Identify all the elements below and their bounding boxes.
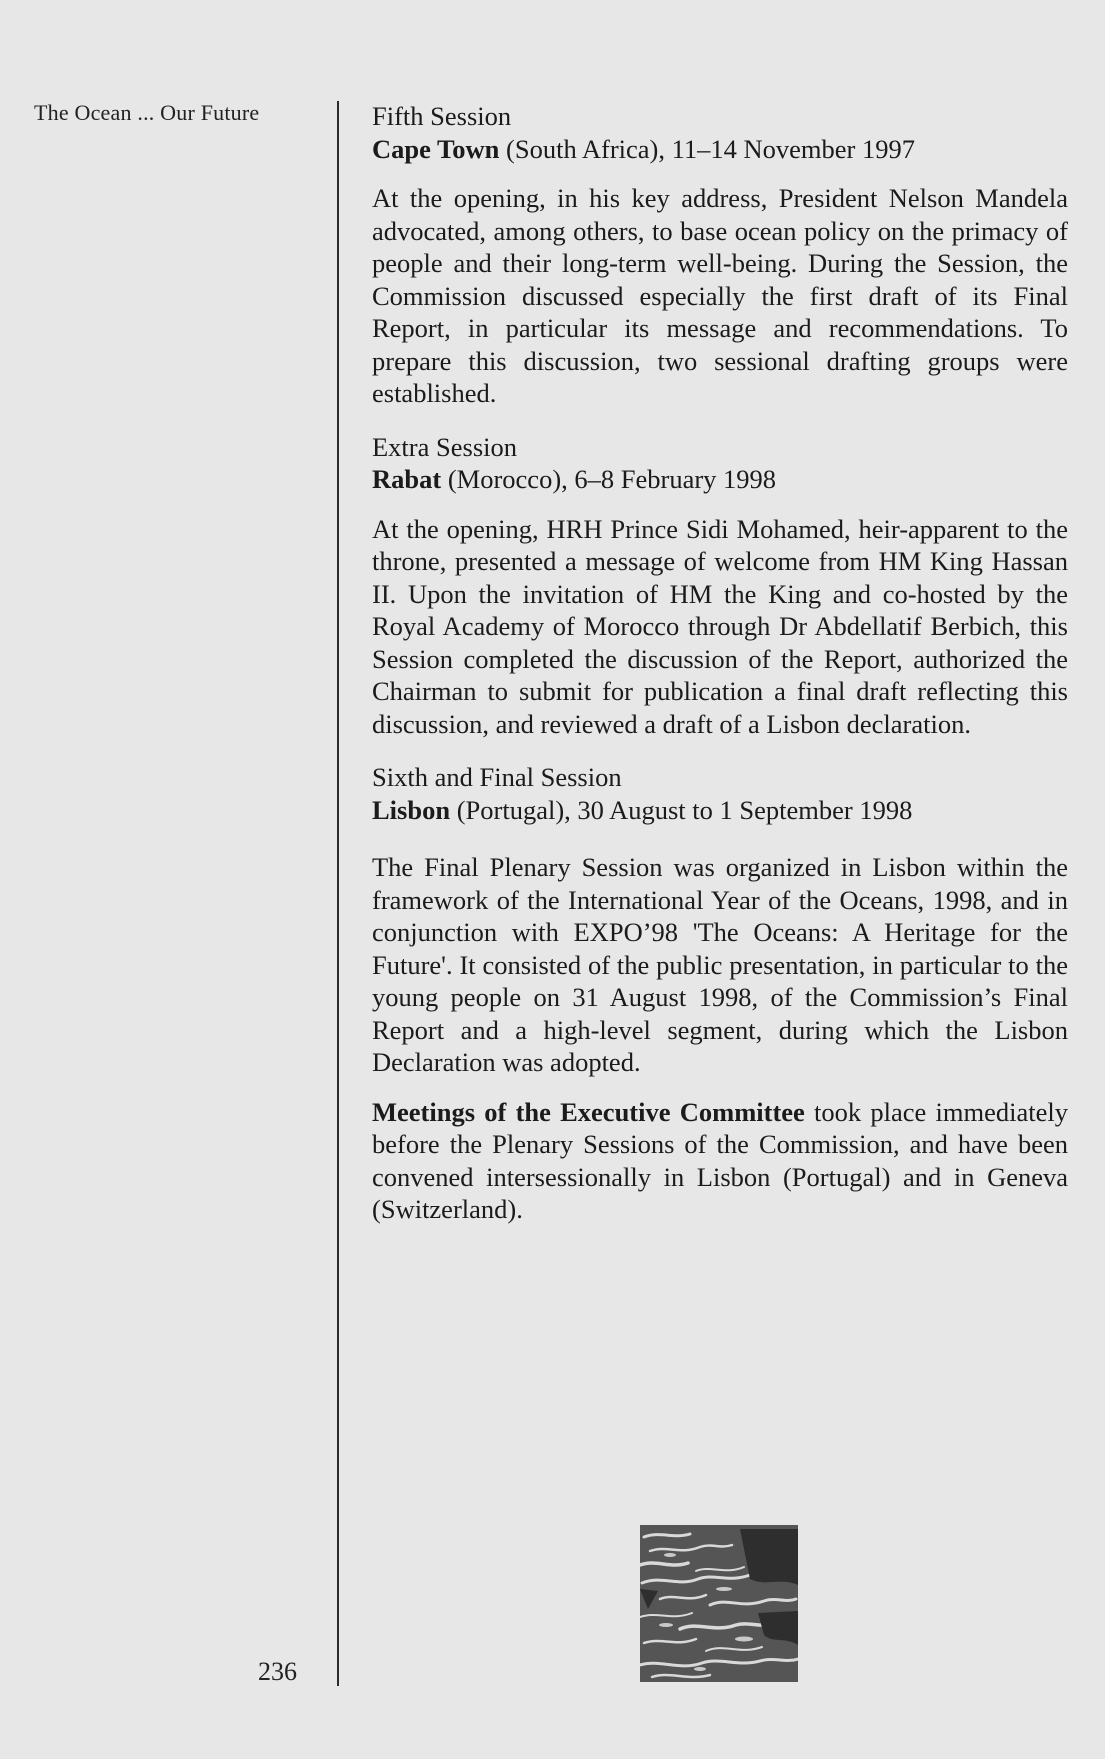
session-label: Extra Session	[372, 431, 517, 462]
column-divider	[337, 101, 339, 1686]
session-place-detail: (South Africa), 11–14 November 1997	[499, 133, 915, 164]
executive-committee-heading: Meetings of the Executive Committee	[372, 1096, 805, 1127]
session-body: The Final Plenary Session was organized in Lisbon within the framework of the International Year of the Oceans, 1998, and in conjunction with EXPO’98 'The Oceans: A Heritage for the Future'. It consisted of the public presentation, in particular to the young people on 31 August 1998, of the Commission’s Final Report and a high-level segment, during which the Lisbon Declaration was adopted.	[372, 852, 1068, 1077]
session-place-detail: (Morocco), 6–8 February 1998	[441, 464, 777, 494]
session-body: At the opening, HRH Prince Sidi Mohamed, heir-apparent to the throne, presented a message of welcome from HM King Hassan II. Upon the invitation of HM the King and co-hosted by the Royal Academy of Morocco through Dr Abdellatif Berbich, this Session completed the discussion of the Report, authorized the Chairman to submit for publication a final draft reflecting this discussion, and reviewed a draft of a Lisbon declaration.	[372, 513, 1068, 739]
main-column	[372, 100, 1068, 1226]
session-label: Fifth Session	[372, 101, 512, 131]
session-place-city: Lisbon	[372, 794, 451, 825]
page-number: 236	[258, 1657, 297, 1686]
session-place-city: Rabat	[372, 464, 442, 494]
session-place	[372, 133, 1068, 166]
session-fifth	[372, 100, 1068, 410]
executive-committee-paragraph	[372, 1096, 1068, 1226]
session-final	[372, 761, 1068, 1079]
session-extra	[372, 431, 1068, 741]
ocean-waves-image	[640, 1525, 798, 1682]
executive-committee-text: took place immediately before the Plenary Sessions of the Commission, and have been convened intersessionally in Lisbon (Portugal) and in Geneva (Switzerland).	[372, 1096, 1068, 1224]
session-label: Sixth and Final Session	[372, 762, 622, 792]
session-place	[372, 794, 1068, 827]
session-place	[372, 463, 1068, 496]
session-place-city: Cape Town	[372, 133, 500, 164]
session-body: At the opening, in his key address, President Nelson Mandela advocated, among others, to base ocean policy on the primacy of people and their long-term well-being. During the Session, the Commission discussed especially the first draft of its Final Report, in particular its message and recommendations. To prepare this discussion, two sessional drafting groups were established.	[372, 183, 1068, 408]
session-place-detail: (Portugal), 30 August to 1 September 1998	[450, 794, 913, 825]
running-head: The Ocean ... Our Future	[34, 100, 260, 125]
